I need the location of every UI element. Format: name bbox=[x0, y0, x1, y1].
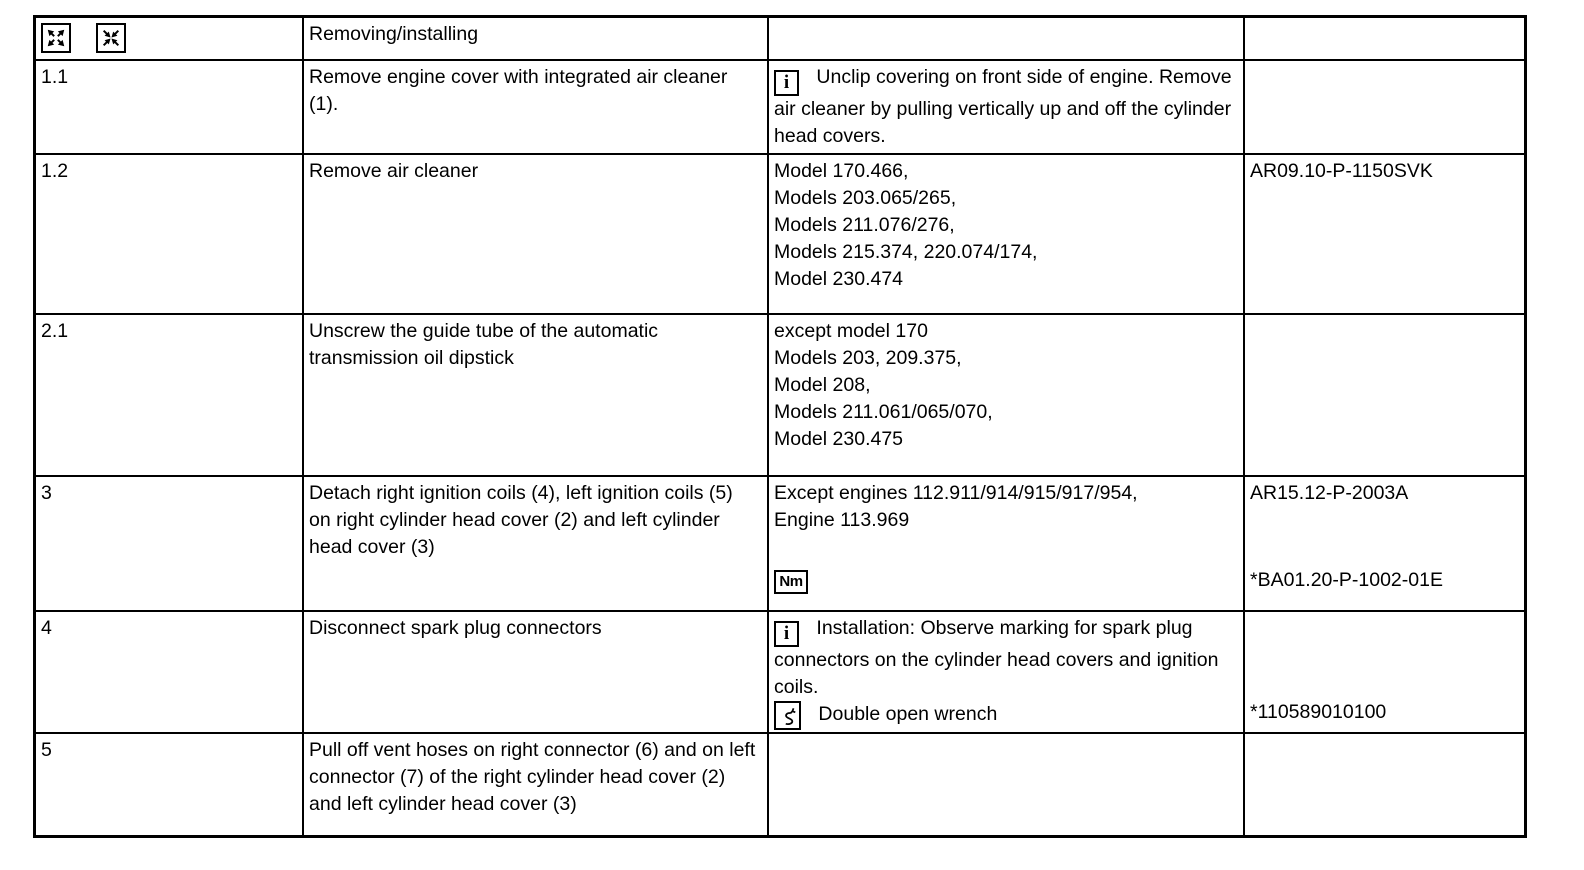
task-text: Pull off vent hoses on right connector (6) and on left connector (7) of the right cylinder head cover (2) and left cylinder head cover (3) bbox=[309, 739, 756, 815]
tool-label: Double open wrench bbox=[818, 702, 998, 725]
step-cell bbox=[36, 61, 304, 155]
note-cell bbox=[769, 612, 1245, 734]
task-text: Remove air cleaner bbox=[309, 160, 479, 182]
note-cell bbox=[769, 477, 1245, 612]
step-number: 4 bbox=[41, 617, 52, 639]
model-line: Models 211.061/065/070, bbox=[774, 401, 993, 423]
document-code: AR15.12-P-2003A bbox=[1250, 482, 1409, 504]
model-line: Models 211.076/276, bbox=[774, 214, 955, 236]
note-cell bbox=[769, 315, 1245, 477]
step-number: 3 bbox=[41, 482, 52, 504]
service-table bbox=[33, 15, 1527, 838]
task-text: Remove engine cover with integrated air cleaner (1). bbox=[309, 66, 728, 115]
task-text: Detach right ignition coils (4), left ignition coils (5) on right cylinder head cover (2) and left cylinder head cover (3) bbox=[309, 482, 733, 558]
note-label: Installation: bbox=[816, 617, 916, 639]
note-cell bbox=[769, 155, 1245, 315]
note-text: Observe marking for spark plug connectors on the cylinder head covers and ignition coils. bbox=[774, 617, 1219, 698]
header-title-cell bbox=[304, 18, 769, 61]
model-line: Models 203, 209.375, bbox=[774, 347, 962, 369]
step-cell bbox=[36, 477, 304, 612]
note-cell bbox=[769, 734, 1245, 835]
model-line: Engine 113.969 bbox=[774, 509, 910, 531]
document-code: *110589010100 bbox=[1250, 701, 1387, 723]
step-number: 1.1 bbox=[41, 66, 69, 88]
code-cell bbox=[1245, 315, 1524, 477]
task-cell bbox=[304, 315, 769, 477]
note-cell bbox=[769, 61, 1245, 155]
header-note-cell bbox=[769, 18, 1245, 61]
code-cell bbox=[1245, 612, 1524, 734]
model-line: Models 203.065/265, bbox=[774, 187, 957, 209]
model-line: Model 230.475 bbox=[774, 428, 904, 450]
step-number: 2.1 bbox=[41, 320, 69, 342]
task-cell bbox=[304, 612, 769, 734]
header-code-cell bbox=[1245, 18, 1524, 61]
task-cell bbox=[304, 734, 769, 835]
step-number: 1.2 bbox=[41, 160, 69, 182]
task-cell bbox=[304, 477, 769, 612]
document-code: AR09.10-P-1150SVK bbox=[1250, 160, 1433, 182]
double-open-wrench-icon bbox=[774, 701, 801, 730]
info-icon: i bbox=[774, 621, 799, 647]
code-cell bbox=[1245, 155, 1524, 315]
code-cell bbox=[1245, 477, 1524, 612]
info-icon: i bbox=[774, 70, 799, 96]
model-line: Models 215.374, 220.074/174, bbox=[774, 241, 1038, 263]
task-cell bbox=[304, 155, 769, 315]
task-text: Disconnect spark plug connectors bbox=[309, 617, 602, 639]
step-number: 5 bbox=[41, 739, 52, 761]
model-line: Model 208, bbox=[774, 374, 871, 396]
task-text: Unscrew the guide tube of the automatic transmission oil dipstick bbox=[309, 320, 659, 369]
model-line: Model 170.466, bbox=[774, 160, 909, 182]
model-line: Except engines 112.911/914/915/917/954, bbox=[774, 482, 1138, 504]
step-cell bbox=[36, 155, 304, 315]
header-icons-cell bbox=[36, 18, 304, 61]
nm-icon: Nm bbox=[774, 570, 808, 594]
collapse-icon[interactable] bbox=[96, 23, 126, 53]
expand-icon[interactable] bbox=[41, 23, 71, 53]
step-cell bbox=[36, 612, 304, 734]
table-title: Removing/installing bbox=[309, 23, 479, 45]
task-cell bbox=[304, 61, 769, 155]
code-cell bbox=[1245, 734, 1524, 835]
step-cell bbox=[36, 734, 304, 835]
model-line: Model 230.474 bbox=[774, 268, 904, 290]
code-cell bbox=[1245, 61, 1524, 155]
note-text: Unclip covering on front side of engine. Remove air cleaner by pulling vertically up and off the cylinder head covers. bbox=[774, 66, 1232, 147]
model-line: except model 170 bbox=[774, 320, 928, 342]
document-code: *BA01.20-P-1002-01E bbox=[1250, 569, 1443, 591]
step-cell bbox=[36, 315, 304, 477]
